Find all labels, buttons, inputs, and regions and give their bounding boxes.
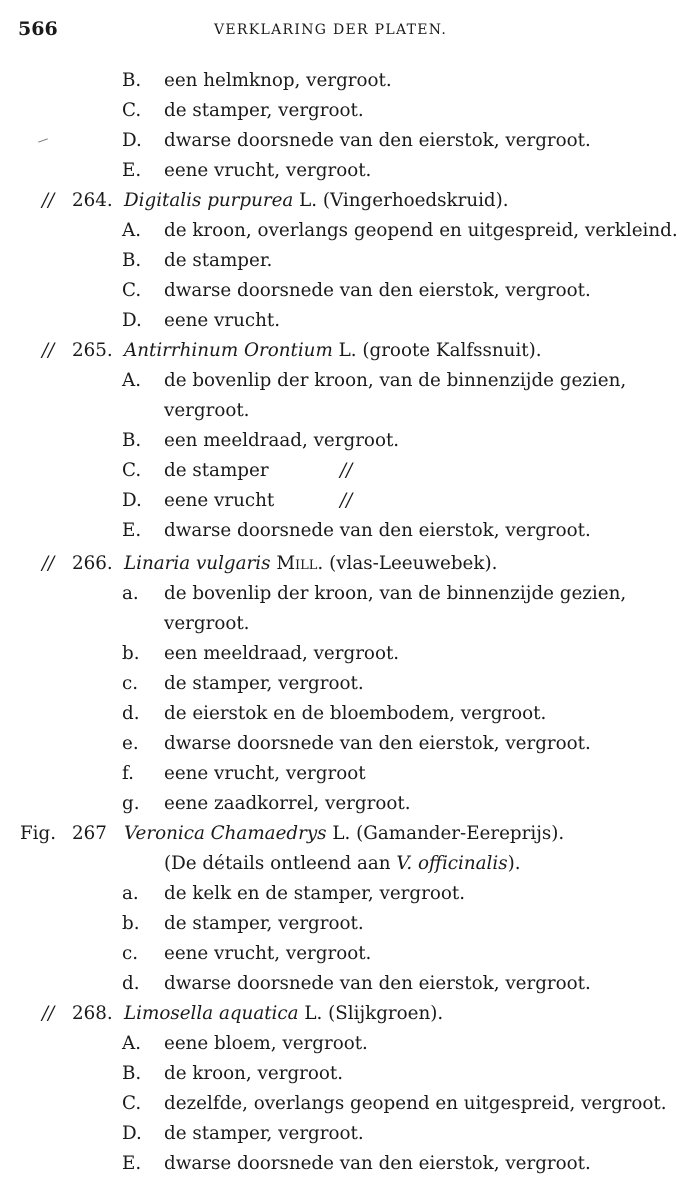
note-species: V. officinalis xyxy=(396,853,508,874)
figure-marker: // xyxy=(42,340,55,361)
item-description: dwarse doorsnede van den eierstok, vergroot. xyxy=(164,733,591,754)
item-letter: c. xyxy=(122,673,139,694)
item-description: de kroon, overlangs geopend en uitgespreid, verkleind. xyxy=(164,220,678,241)
note-prefix: (De détails ontleend aan xyxy=(164,853,391,874)
figure-number: 266. xyxy=(72,553,113,574)
item-description: de eierstok en de bloembodem, vergroot. xyxy=(164,703,547,724)
item-description: eene vrucht. xyxy=(164,310,281,331)
item-letter: C. xyxy=(122,460,142,481)
item-description: dwarse doorsnede van den eierstok, vergroot. xyxy=(164,130,591,151)
item-description: de stamper, vergroot. xyxy=(164,673,364,694)
item-letter: E. xyxy=(122,1153,142,1174)
note-suffix: ). xyxy=(507,853,521,874)
species-epithet: aquatica xyxy=(218,1003,299,1024)
item-description: vergroot. xyxy=(164,400,250,421)
item-letter: a. xyxy=(122,883,139,904)
genus-name: Veronica xyxy=(124,823,205,844)
ditto-mark: // xyxy=(340,460,353,481)
item-letter: A. xyxy=(122,220,142,241)
item-letter: D. xyxy=(122,490,142,511)
item-description: eene vrucht xyxy=(164,490,275,511)
figure-number: 265. xyxy=(72,340,113,361)
item-description: dwarse doorsnede van den eierstok, vergroot. xyxy=(164,1153,591,1174)
author-abbrev: Mill. xyxy=(276,553,324,574)
item-description: de bovenlip der kroon, van de binnenzijde gezien, xyxy=(164,583,627,604)
item-description: eene vrucht, vergroot xyxy=(164,763,366,784)
author-abbrev: L. xyxy=(299,190,318,211)
item-letter: b. xyxy=(122,913,140,934)
item-letter: E. xyxy=(122,160,142,181)
item-description: dwarse doorsnede van den eierstok, vergroot. xyxy=(164,520,591,541)
item-letter: d. xyxy=(122,703,140,724)
species-heading xyxy=(124,823,564,844)
item-letter: C. xyxy=(122,1093,142,1114)
author-abbrev: L. xyxy=(332,823,351,844)
item-letter: c. xyxy=(122,943,139,964)
item-letter: g. xyxy=(122,793,140,814)
genus-name: Antirrhinum xyxy=(124,340,239,361)
item-description: dezelfde, overlangs geopend en uitgespreid, vergroot. xyxy=(164,1093,667,1114)
species-epithet: Orontium xyxy=(243,340,333,361)
species-heading xyxy=(124,190,509,211)
figure-marker: // xyxy=(42,1003,55,1024)
common-name: (Slijkgroen). xyxy=(328,1003,444,1024)
author-abbrev: L. xyxy=(304,1003,323,1024)
item-description: eene zaadkorrel, vergroot. xyxy=(164,793,411,814)
item-letter: B. xyxy=(122,430,142,451)
item-description: de stamper, vergroot. xyxy=(164,100,364,121)
item-description: de kelk en de stamper, vergroot. xyxy=(164,883,466,904)
common-name: (Gamander-Eereprijs). xyxy=(356,823,565,844)
genus-name: Limosella xyxy=(124,1003,214,1024)
item-letter: A. xyxy=(122,370,142,391)
ditto-mark: // xyxy=(340,490,353,511)
item-letter: B. xyxy=(122,1063,142,1084)
item-letter: A. xyxy=(122,1033,142,1054)
item-letter: f. xyxy=(122,763,134,784)
item-description: eene vrucht, vergroot. xyxy=(164,943,372,964)
item-description: eene bloem, vergroot. xyxy=(164,1033,368,1054)
species-epithet: purpurea xyxy=(207,190,294,211)
item-description: de stamper, vergroot. xyxy=(164,913,364,934)
item-description: dwarse doorsnede van den eierstok, vergroot. xyxy=(164,280,591,301)
note-text xyxy=(164,853,521,874)
item-letter: D. xyxy=(122,310,142,331)
figure-number: 267 xyxy=(72,823,107,844)
item-letter: E. xyxy=(122,520,142,541)
item-letter: B. xyxy=(122,70,142,91)
item-description: een meeldraad, vergroot. xyxy=(164,430,400,451)
common-name: (groote Kalfssnuit). xyxy=(362,340,542,361)
species-heading xyxy=(124,340,542,361)
item-description: de stamper, vergroot. xyxy=(164,1123,364,1144)
item-letter: C. xyxy=(122,100,142,121)
item-description: de bovenlip der kroon, van de binnenzijde gezien, xyxy=(164,370,627,391)
species-epithet: vulgaris xyxy=(195,553,271,574)
ink-mark xyxy=(38,138,48,142)
item-letter: d. xyxy=(122,973,140,994)
figure-marker: Fig. xyxy=(20,823,57,844)
item-letter: b. xyxy=(122,643,140,664)
item-letter: e. xyxy=(122,733,139,754)
figure-marker: // xyxy=(42,190,55,211)
item-letter: a. xyxy=(122,583,139,604)
running-title: VERKLARING DER PLATEN. xyxy=(214,22,448,38)
genus-name: Digitalis xyxy=(124,190,202,211)
author-abbrev: L. xyxy=(338,340,357,361)
species-heading xyxy=(124,1003,443,1024)
figure-number: 264. xyxy=(72,190,113,211)
species-epithet: Chamaedrys xyxy=(210,823,327,844)
item-description: de stamper xyxy=(164,460,269,481)
figure-marker: // xyxy=(42,553,55,574)
item-description: de stamper. xyxy=(164,250,273,271)
item-description: vergroot. xyxy=(164,613,250,634)
item-letter: D. xyxy=(122,130,142,151)
species-heading xyxy=(124,553,497,574)
item-description: een meeldraad, vergroot. xyxy=(164,643,400,664)
common-name: (Vingerhoedskruid). xyxy=(322,190,509,211)
figure-number: 268. xyxy=(72,1003,113,1024)
genus-name: Linaria xyxy=(124,553,191,574)
item-letter: C. xyxy=(122,280,142,301)
common-name: (vlas-Leeuwebek). xyxy=(329,553,498,574)
item-description: eene vrucht, vergroot. xyxy=(164,160,372,181)
item-letter: D. xyxy=(122,1123,142,1144)
item-description: dwarse doorsnede van den eierstok, vergroot. xyxy=(164,973,591,994)
page-number: 566 xyxy=(18,18,58,40)
item-description: de kroon, vergroot. xyxy=(164,1063,344,1084)
item-letter: B. xyxy=(122,250,142,271)
item-description: een helmknop, vergroot. xyxy=(164,70,392,91)
